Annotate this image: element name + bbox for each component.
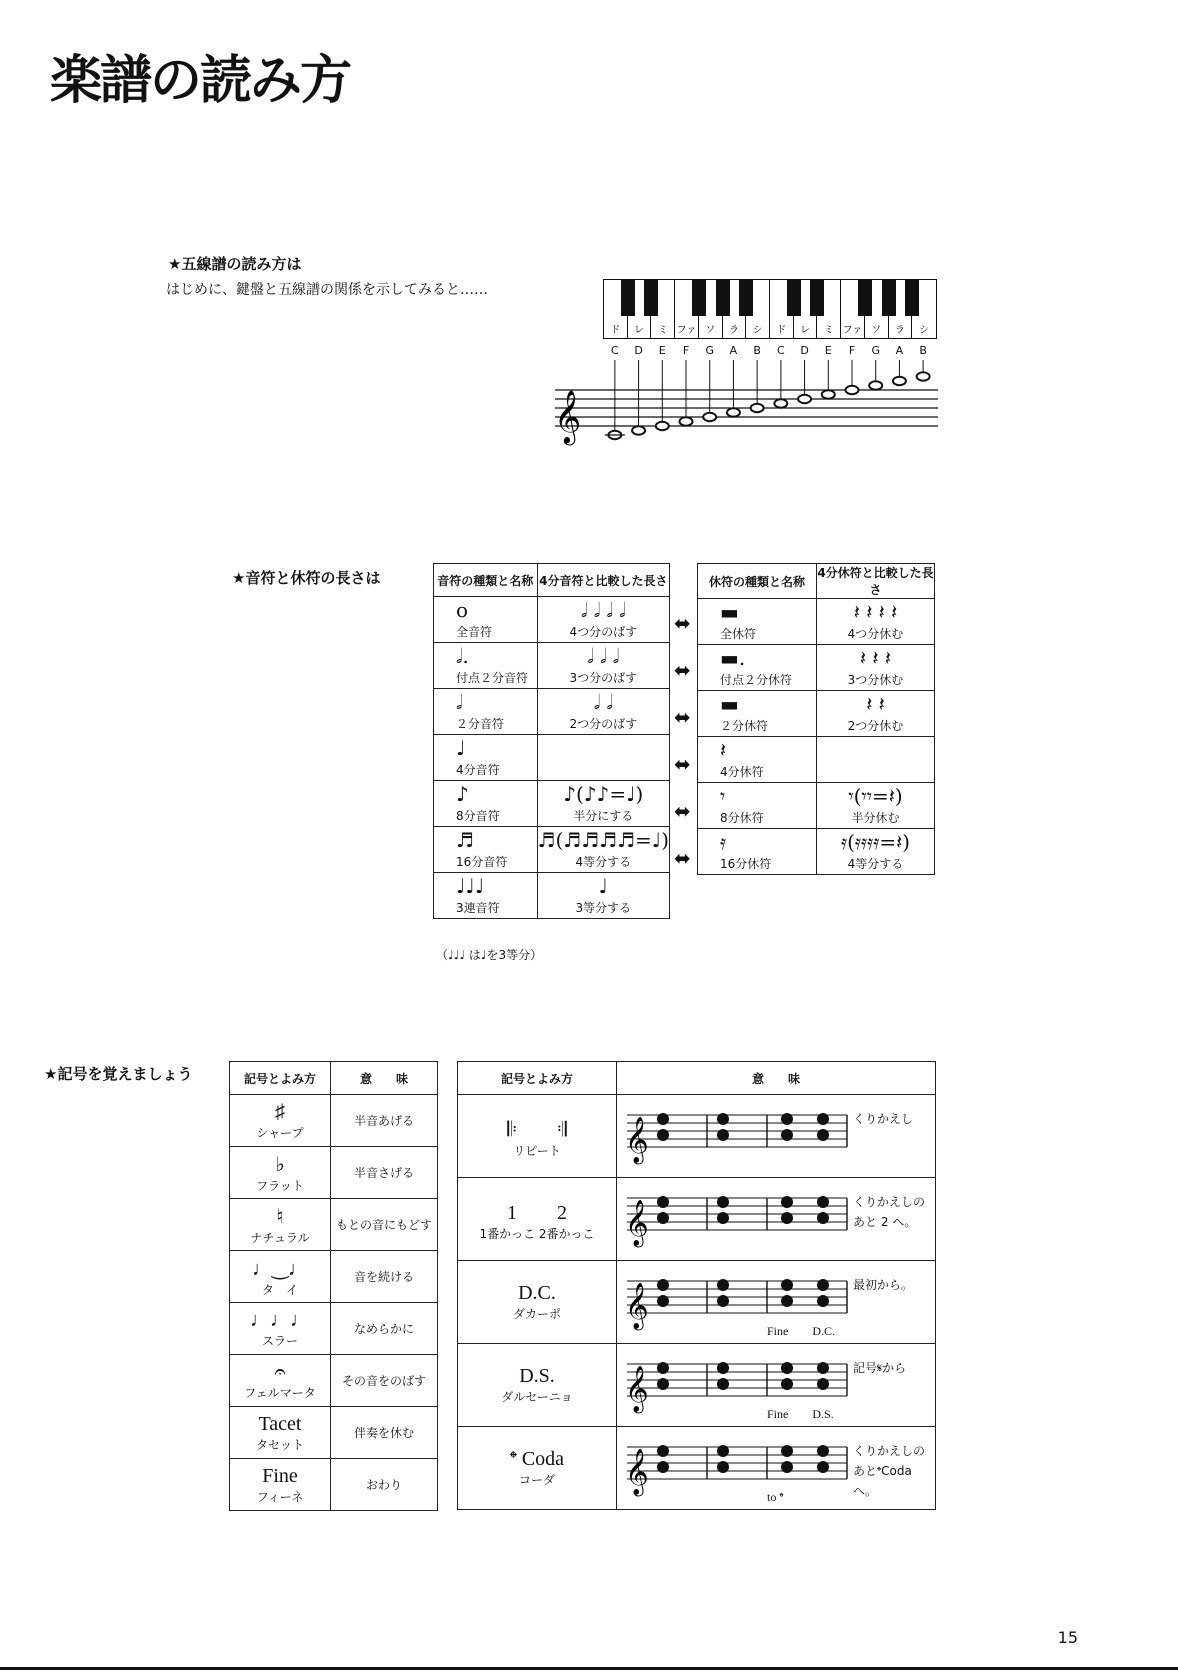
repeat-meaning-cell [617, 1095, 936, 1178]
scale-note [632, 426, 645, 434]
numbered-note [657, 1212, 669, 1224]
scale-note [656, 422, 669, 430]
numbered-note [817, 1378, 829, 1390]
symbol-meaning: 音を続ける [353, 1270, 414, 1284]
equivalence-arrow-icon: ⬌ [674, 705, 691, 729]
scale-note [774, 399, 787, 407]
repeat-symbol-row [458, 1261, 936, 1344]
symbol-row [230, 1199, 438, 1251]
note-name: 3連音符 [456, 901, 500, 915]
note-letter: C [611, 344, 619, 357]
rest-row [698, 829, 935, 875]
meaning-cell [331, 1459, 438, 1511]
rest-name: 4分休符 [720, 765, 764, 779]
numbered-note [817, 1129, 829, 1141]
numbered-note [717, 1461, 729, 1473]
rest-compare-cell [817, 691, 935, 737]
meaning-cell [331, 1355, 438, 1407]
numbered-note [657, 1378, 669, 1390]
repeat-symbol-cell [458, 1178, 617, 1261]
numbered-note [817, 1362, 829, 1374]
key-solfege-label: ミ [823, 325, 834, 336]
black-key [905, 280, 919, 316]
treble-clef-icon: 𝄞 [554, 389, 582, 443]
note-compare-text: 半分にする [573, 809, 634, 823]
scale-note [846, 386, 859, 394]
note-letter-row [603, 344, 935, 360]
symbol-meaning: もとの音にもどす [335, 1218, 432, 1232]
note-symbol: o [456, 598, 469, 622]
symbol-glyph: ♩♩♩ [250, 1308, 310, 1331]
rest-compare-symbol: 𝄽 𝄽 𝄽 [859, 646, 892, 670]
repeat-symbol-glyph: 𝄆 𝄇 [507, 1119, 567, 1141]
key-solfege-label: シ [919, 325, 930, 336]
note-letter: B [753, 344, 761, 357]
note-table [433, 563, 670, 919]
rest-row [698, 783, 935, 829]
numbered-note [657, 1461, 669, 1473]
numbered-note [781, 1362, 793, 1374]
rest-compare-text: 4等分する [847, 857, 904, 871]
note-letter: D [800, 344, 809, 357]
note-symbol: ♩♩♩ [456, 874, 485, 898]
staff-marks: Fine D.S. [767, 1407, 834, 1421]
rest-compare-symbol: 𝄾(𝄾𝄾=𝄽) [848, 784, 903, 808]
section3-heading: ★記号を覚えましょう [44, 1065, 193, 1083]
repeat-symbol-row [458, 1344, 936, 1427]
symbol-glyph: ♭ [275, 1153, 285, 1176]
scale-note [798, 395, 811, 403]
numbered-note [817, 1295, 829, 1307]
note-letter: A [729, 344, 738, 357]
numbered-note [781, 1445, 793, 1457]
numbered-note [817, 1196, 829, 1208]
rest-symbol: 𝄾 [720, 784, 726, 808]
meaning-cell [331, 1147, 438, 1199]
equivalence-arrow-icon: ⬌ [674, 611, 691, 635]
numbered-note [717, 1445, 729, 1457]
note-symbol: ♩ [456, 736, 466, 760]
note-letter: E [824, 344, 832, 357]
numbered-note [817, 1113, 829, 1125]
numbered-note [817, 1461, 829, 1473]
black-key [644, 280, 658, 316]
numbered-note [717, 1279, 729, 1291]
section2-heading: ★音符と休符の長さは [232, 569, 381, 587]
numbered-note [717, 1295, 729, 1307]
repeat-symbol-cell [458, 1427, 617, 1510]
note-compare-symbol: ♬(♬♬♬♬=♩) [537, 828, 669, 852]
numbered-note [781, 1378, 793, 1390]
key-solfege-label: レ [634, 325, 645, 336]
repeat-symbol-reading: コーダ [518, 1473, 555, 1487]
mini-staff [623, 1101, 851, 1171]
page-number: 15 [1057, 1628, 1078, 1647]
left-header-symbol: 記号とよみ方 [230, 1062, 331, 1095]
treble-clef-icon: 𝄞 [625, 1200, 649, 1246]
scale-note [703, 413, 716, 421]
repeat-meaning: 記号𝄋から [853, 1361, 907, 1375]
right-header-meaning: 意 味 [617, 1062, 936, 1095]
symbol-cell [230, 1147, 331, 1199]
note-name: 付点２分音符 [456, 671, 529, 685]
numbered-note [781, 1113, 793, 1125]
numbered-note [781, 1196, 793, 1208]
note-type-cell [434, 689, 538, 735]
page-bottom-rule [0, 1667, 1178, 1670]
note-name: 全音符 [456, 625, 493, 639]
meaning-cell [331, 1095, 438, 1147]
black-key [716, 280, 730, 316]
rest-compare-symbol: 𝄽 𝄽 [866, 692, 885, 716]
numbered-note [817, 1212, 829, 1224]
note-type-cell [434, 827, 538, 873]
repeat-symbol-row [458, 1427, 936, 1510]
repeat-symbol-glyph: 1 2 [507, 1202, 567, 1224]
rest-compare-text: 半分休む [851, 811, 900, 825]
numbered-note [657, 1196, 669, 1208]
note-symbol: 𝅗𝅥 [456, 690, 463, 714]
symbol-row [230, 1407, 438, 1459]
piano-keyboard [603, 279, 937, 339]
scale-note [751, 404, 764, 412]
symbol-reading: フェルマータ [244, 1385, 316, 1400]
symbol-meaning: おわり [365, 1478, 402, 1492]
section1-heading: ★五線譜の読み方は [168, 255, 302, 273]
key-solfege-label: ソ [871, 325, 882, 336]
key-solfege-label: ソ [705, 325, 716, 336]
treble-clef-icon: 𝄞 [625, 1117, 649, 1163]
key-solfege-label: ラ [728, 325, 739, 336]
key-solfege-label: ラ [894, 325, 905, 336]
note-header-compare: 4分音符と比較した長さ [537, 564, 669, 597]
symbol-glyph: ♩‿♩ [251, 1257, 309, 1280]
equivalence-arrow-icon: ⬌ [674, 799, 691, 823]
symbol-cell [230, 1303, 331, 1355]
note-compare-symbol: 𝅗𝅥 𝅗𝅥 𝅗𝅥 [587, 644, 620, 668]
note-letter: B [919, 344, 927, 357]
symbol-reading: スラー [261, 1333, 298, 1348]
key-solfege-label: ファ [676, 325, 697, 336]
rest-type-cell [698, 691, 817, 737]
black-key [810, 280, 824, 316]
rest-name: 8分休符 [720, 811, 764, 825]
note-letter: G [705, 344, 714, 357]
rest-name: 全休符 [720, 627, 757, 641]
rest-type-cell [698, 645, 817, 691]
black-key [882, 280, 896, 316]
symbol-row [230, 1355, 438, 1407]
repeat-symbol-cell [458, 1344, 617, 1427]
note-compare-symbol: 𝅗𝅥 𝅗𝅥 𝅗𝅥 𝅗𝅥 [581, 598, 626, 622]
left-header-meaning: 意 味 [331, 1062, 438, 1095]
numbered-note [781, 1279, 793, 1291]
rest-row [698, 737, 935, 783]
repeat-meaning-cell [617, 1427, 936, 1510]
symbol-glyph: ♯ [275, 1100, 285, 1123]
numbered-note [657, 1113, 669, 1125]
note-compare-text: 3等分する [575, 901, 632, 915]
symbol-cell [230, 1095, 331, 1147]
symbol-table-left [229, 1061, 438, 1511]
note-compare-symbol: ♪(♪♪=♩) [563, 782, 644, 806]
symbol-row [230, 1459, 438, 1511]
note-symbol: ♬ [456, 828, 474, 852]
meaning-cell [331, 1251, 438, 1303]
note-compare-symbol: 𝅗𝅥 𝅗𝅥 [593, 690, 613, 714]
key-solfege-label: ド [610, 325, 621, 336]
rest-type-cell [698, 599, 817, 645]
numbered-note [657, 1445, 669, 1457]
rest-compare-text: 2つ分休む [847, 719, 904, 733]
symbol-reading: タ イ [261, 1282, 298, 1297]
note-header-type: 音符の種類と名称 [434, 564, 538, 597]
numbered-note [717, 1378, 729, 1390]
rest-compare-symbol: 𝄽 𝄽 𝄽 𝄽 [853, 600, 898, 624]
note-symbol: ♪ [456, 782, 469, 806]
numbered-note [717, 1362, 729, 1374]
repeat-symbol-cell [458, 1095, 617, 1178]
treble-clef-icon: 𝄞 [625, 1366, 649, 1412]
note-row [434, 597, 670, 643]
rest-table [697, 563, 935, 875]
note-row [434, 781, 670, 827]
equivalence-arrow-icon: ⬌ [674, 846, 691, 870]
symbol-meaning: 半音さげる [353, 1166, 414, 1180]
rest-compare-cell [817, 829, 935, 875]
numbered-note [657, 1362, 669, 1374]
numbered-note [657, 1129, 669, 1141]
rest-symbol: ▬ [720, 692, 739, 716]
note-row [434, 735, 670, 781]
note-letter: A [895, 344, 904, 357]
symbol-table-right [457, 1061, 936, 1510]
scale-note [727, 408, 740, 416]
numbered-note [717, 1113, 729, 1125]
repeat-meaning: くりかえし [853, 1112, 914, 1126]
note-compare-cell [537, 781, 669, 827]
numbered-note [817, 1279, 829, 1291]
key-solfege-label: シ [752, 325, 763, 336]
symbol-reading: ナチュラル [250, 1230, 310, 1245]
rest-compare-cell [817, 599, 935, 645]
rest-type-cell [698, 783, 817, 829]
numbered-note [657, 1295, 669, 1307]
treble-clef-icon: 𝄞 [625, 1283, 649, 1329]
numbered-note [781, 1295, 793, 1307]
key-solfege-label: ド [776, 325, 787, 336]
mini-staff [623, 1433, 851, 1503]
note-compare-symbol [538, 746, 669, 770]
symbol-meaning: その音をのばす [341, 1374, 426, 1388]
staff-marks: Fine D.C. [767, 1324, 836, 1338]
section1-intro: はじめに、鍵盤と五線譜の関係を示してみると…… [166, 282, 488, 298]
note-symbol: 𝅗𝅥. [456, 644, 469, 668]
note-name: 4分音符 [456, 763, 500, 777]
note-name: 8分音符 [456, 809, 500, 823]
note-letter: G [871, 344, 880, 357]
key-solfege-label: ミ [657, 325, 668, 336]
repeat-symbol-glyph: D.S. [519, 1365, 555, 1387]
repeat-symbol-glyph: D.C. [518, 1282, 556, 1304]
note-type-cell [434, 735, 538, 781]
note-type-cell [434, 781, 538, 827]
scale-note [893, 377, 906, 385]
symbol-row [230, 1095, 438, 1147]
symbol-cell [230, 1199, 331, 1251]
symbol-reading: フィーネ [256, 1489, 304, 1504]
note-compare-cell [537, 643, 669, 689]
repeat-symbol-glyph: 𝄌 Coda [509, 1448, 565, 1470]
repeat-meaning-cell [617, 1261, 936, 1344]
symbol-cell [230, 1407, 331, 1459]
rest-header-type: 休符の種類と名称 [698, 564, 817, 599]
note-row [434, 643, 670, 689]
numbered-note [817, 1445, 829, 1457]
repeat-meaning-cell [617, 1344, 936, 1427]
symbol-row [230, 1251, 438, 1303]
rest-row [698, 691, 935, 737]
note-compare-cell [537, 597, 669, 643]
key-solfege-label: ファ [842, 325, 863, 336]
note-compare-cell [537, 689, 669, 735]
rest-name: 付点２分休符 [720, 673, 793, 687]
rest-name: ２分休符 [720, 719, 769, 733]
note-type-cell [434, 873, 538, 919]
rest-compare-text: 4つ分休む [847, 627, 904, 641]
note-compare-cell [537, 827, 669, 873]
rest-type-cell [698, 829, 817, 875]
rest-symbol: 𝄿 [720, 830, 727, 854]
black-key [692, 280, 706, 316]
note-type-cell [434, 597, 538, 643]
treble-clef-icon: 𝄞 [625, 1449, 649, 1495]
note-type-cell [434, 643, 538, 689]
note-compare-symbol: ♩ [598, 874, 608, 898]
symbol-meaning: 伴奏を休む [353, 1426, 414, 1440]
repeat-symbol-row [458, 1095, 936, 1178]
numbered-note [781, 1461, 793, 1473]
scale-note [869, 381, 882, 389]
repeat-meaning-cell [617, 1178, 936, 1261]
note-compare-cell [537, 735, 669, 781]
rest-type-cell [698, 737, 817, 783]
numbered-note [781, 1212, 793, 1224]
triplet-footnote: （♩♩♩ は♩を3等分） [436, 948, 543, 962]
symbol-cell [230, 1251, 331, 1303]
scale-note [822, 390, 835, 398]
symbol-meaning: 半音あげる [353, 1114, 414, 1128]
note-row [434, 827, 670, 873]
rest-symbol: ▬ [720, 600, 739, 624]
symbol-cell [230, 1459, 331, 1511]
numbered-note [717, 1196, 729, 1208]
symbol-reading: シャープ [256, 1125, 304, 1140]
scale-note [680, 417, 693, 425]
repeat-meaning: 最初から。 [853, 1278, 914, 1292]
page-title: 楽譜の読み方 [50, 51, 351, 111]
rest-symbol: 𝄽 [720, 738, 727, 762]
symbol-glyph: 𝄐 [274, 1360, 286, 1383]
note-compare-text: 4等分する [575, 855, 632, 869]
rest-compare-cell [817, 645, 935, 691]
rest-compare-cell [817, 737, 935, 783]
equivalence-arrow-icon: ⬌ [674, 752, 691, 776]
equivalence-arrow-icon: ⬌ [674, 658, 691, 682]
black-key [739, 280, 753, 316]
rest-compare-cell [817, 783, 935, 829]
note-letter: E [658, 344, 666, 357]
note-letter: F [848, 344, 856, 357]
meaning-cell [331, 1199, 438, 1251]
symbol-reading: タセット [255, 1437, 304, 1452]
note-compare-text: 3つ分のばす [569, 671, 638, 685]
repeat-symbol-cell [458, 1261, 617, 1344]
rest-compare-text: 3つ分休む [847, 673, 904, 687]
symbol-row [230, 1147, 438, 1199]
symbol-glyph: Tacet [258, 1412, 302, 1435]
repeat-symbol-row [458, 1178, 936, 1261]
repeat-symbol-reading: 1番かっこ 2番かっこ [479, 1227, 595, 1241]
numbered-note [717, 1212, 729, 1224]
key-solfege-label: レ [800, 325, 811, 336]
note-compare-text: 2つ分のばす [569, 717, 638, 731]
rest-compare-symbol: 𝄿(𝄿𝄿𝄿𝄿=𝄽) [840, 830, 911, 854]
symbol-cell [230, 1355, 331, 1407]
repeat-meaning: くりかえしのあと𝄌Codaへ。 [853, 1444, 926, 1498]
numbered-note [657, 1279, 669, 1291]
note-letter: C [777, 344, 785, 357]
note-compare-text: 4つ分のばす [569, 625, 638, 639]
note-compare-cell [537, 873, 669, 919]
symbol-reading: フラット [256, 1178, 304, 1193]
symbol-glyph: ♮ [276, 1205, 284, 1228]
note-row [434, 689, 670, 735]
meaning-cell [331, 1303, 438, 1355]
staff-marks: to 𝄌 [767, 1490, 784, 1504]
symbol-glyph: Fine [262, 1464, 298, 1487]
repeat-symbol-reading: ダカーポ [512, 1307, 561, 1321]
rest-compare-symbol [817, 748, 934, 772]
mini-staff [623, 1184, 851, 1254]
rest-name: 16分休符 [720, 857, 772, 871]
black-key [787, 280, 801, 316]
symbol-row [230, 1303, 438, 1355]
numbered-note [717, 1129, 729, 1141]
note-row [434, 873, 670, 919]
treble-staff-scale [550, 360, 940, 450]
note-name: 16分音符 [456, 855, 508, 869]
black-key [858, 280, 872, 316]
rest-header-compare: 4分休符と比較した長さ [817, 564, 935, 599]
rest-symbol: ▬. [720, 646, 746, 670]
right-header-symbol: 記号とよみ方 [458, 1062, 617, 1095]
rest-row [698, 599, 935, 645]
note-letter: F [682, 344, 690, 357]
repeat-meaning: くりかえしのあと 2 へ。 [853, 1195, 926, 1229]
note-name: ２分音符 [456, 717, 505, 731]
note-letter: D [634, 344, 643, 357]
meaning-cell [331, 1407, 438, 1459]
symbol-meaning: なめらかに [353, 1322, 414, 1336]
scale-note [917, 372, 930, 380]
rest-row [698, 645, 935, 691]
repeat-symbol-reading: ダルセーニョ [501, 1390, 573, 1404]
numbered-note [781, 1129, 793, 1141]
repeat-symbol-reading: リピート [513, 1144, 561, 1158]
black-key [621, 280, 635, 316]
